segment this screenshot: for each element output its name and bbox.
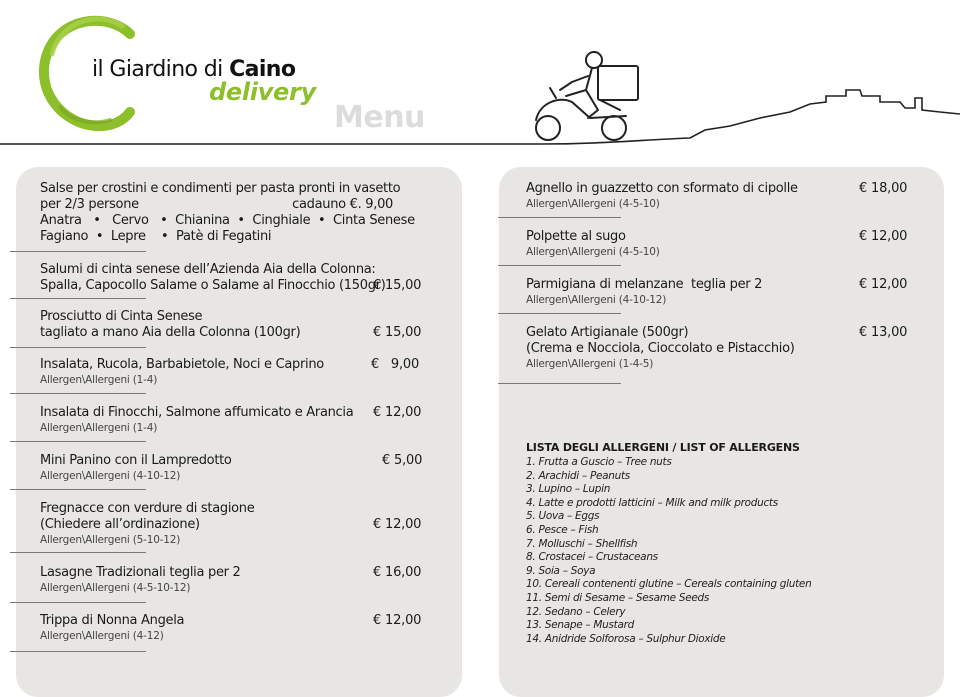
item-line: Anatra • Cervo • Chianina • Cinghiale • Cinta Senese [40, 213, 415, 228]
item-line: tagliato a mano Aia della Colonna (100gr) [40, 325, 301, 340]
allergen-item: 13. Senape – Mustard [526, 619, 635, 632]
divider [498, 313, 621, 314]
menu-item [526, 325, 795, 372]
item-allergens: Allergen\Allergeni (5-10-12) [40, 534, 181, 546]
menu-item [526, 229, 660, 260]
menu-item [40, 262, 385, 294]
item-allergens: Allergen\Allergeni (4-10-12) [526, 294, 667, 306]
menu-item [40, 181, 415, 245]
menu-item [40, 453, 232, 484]
menu-item [40, 565, 241, 596]
allergen-item: 7. Molluschi – Shellfish [526, 537, 638, 550]
item-price: € 13,00 [859, 325, 908, 340]
item-line: per 2/3 persone cadauno €. 9,00 [40, 197, 394, 212]
allergen-item: 9. Soia – Soya [526, 564, 596, 577]
item-line: Trippa di Nonna Angela [40, 613, 185, 628]
divider [10, 489, 146, 490]
item-allergens: Allergen\Allergeni (4-5-10-12) [40, 582, 191, 594]
menu-item [40, 309, 300, 341]
item-line: Parmigiana di melanzane teglia per 2 [526, 277, 763, 292]
item-line: Mini Panino con il Lampredotto [40, 453, 232, 468]
item-price: € 9,00 [371, 357, 420, 372]
item-line: Insalata, Rucola, Barbabietole, Noci e Caprino [40, 357, 324, 372]
allergen-list-title: LISTA DEGLI ALLERGENI / LIST OF ALLERGENS [526, 441, 800, 454]
divider [10, 602, 146, 603]
divider [498, 383, 621, 384]
brand-delivery: delivery [209, 78, 316, 106]
item-price: € 12,00 [859, 229, 908, 244]
item-price: € 12,00 [859, 277, 908, 292]
divider [10, 393, 146, 394]
allergen-item: 10. Cereali contenenti glutine – Cereals containing gluten [526, 578, 812, 591]
header [0, 0, 960, 150]
item-price: € 15,00 [373, 325, 422, 340]
allergen-item: 8. Crostacei – Crustaceans [526, 551, 658, 564]
item-line: Agnello in guazzetto con sformato di cipolle [526, 181, 798, 196]
item-line: Insalata di Finocchi, Salmone affumicato e Arancia [40, 405, 354, 420]
delivery-rider-skyline-icon [0, 40, 960, 150]
item-price: € 5,00 [382, 453, 423, 468]
divider [498, 217, 621, 218]
allergen-item: 3. Lupino – Lupin [526, 483, 611, 496]
menu-item [526, 277, 762, 308]
item-allergens: Allergen\Allergeni (1-4) [40, 374, 158, 386]
menu-item [40, 613, 184, 644]
allergen-item: 12. Sedano – Celery [526, 605, 626, 618]
allergen-item: 2. Arachidi – Peanuts [526, 469, 630, 482]
item-line: (Chiedere all’ordinazione) [40, 517, 200, 532]
item-allergens: Allergen\Allergeni (4-12) [40, 630, 164, 642]
divider [10, 552, 146, 553]
item-price: € 12,00 [373, 613, 422, 628]
page-title: Menu [334, 100, 425, 135]
item-line: Polpette al sugo [526, 229, 626, 244]
item-line: Gelato Artigianale (500gr) [526, 325, 689, 340]
allergen-item: 14. Anidride Solforosa – Sulphur Dioxide [526, 632, 726, 645]
item-allergens: Allergen\Allergeni (1-4-5) [526, 358, 654, 370]
item-line: Spalla, Capocollo Salame o Salame al Finocchio (150gr) [40, 278, 386, 293]
divider [10, 298, 146, 299]
item-line: Salumi di cinta senese dell’Azienda Aia della Colonna: [40, 262, 376, 277]
menu-item [40, 405, 353, 436]
allergen-item: 5. Uova – Eggs [526, 510, 600, 523]
menu-item [40, 501, 254, 548]
allergen-item: 1. Frutta a Guscio – Tree nuts [526, 456, 672, 468]
item-allergens: Allergen\Allergeni (1-4) [40, 422, 158, 434]
brand-prefix: il Giardino di [92, 57, 223, 82]
item-line: Fregnacce con verdure di stagione [40, 501, 255, 516]
item-allergens: Allergen\Allergeni (4-5-10) [526, 246, 660, 258]
brand-bold: Caino [229, 57, 296, 82]
item-line: (Crema e Nocciola, Cioccolato e Pistacchio) [526, 341, 795, 356]
item-price: € 18,00 [859, 181, 908, 196]
allergen-item: 4. Latte e prodotti latticini – Milk and milk products [526, 496, 778, 509]
item-price: € 15,00 [373, 278, 422, 293]
allergen-list [526, 441, 926, 646]
item-line: Salse per crostini e condimenti per pasta pronti in vasetto [40, 181, 401, 196]
item-price: € 16,00 [373, 565, 422, 580]
item-line: Lasagne Tradizionali teglia per 2 [40, 565, 241, 580]
menu-item [40, 357, 324, 388]
divider [10, 347, 146, 348]
item-line: Fagiano • Lepre • Patè di Fegatini [40, 229, 272, 244]
item-allergens: Allergen\Allergeni (4-5-10) [526, 198, 660, 210]
allergen-item: 11. Semi di Sesame – Sesame Seeds [526, 591, 710, 604]
divider [10, 441, 146, 442]
divider [10, 251, 146, 252]
item-line: Prosciutto di Cinta Senese [40, 309, 203, 324]
item-allergens: Allergen\Allergeni (4-10-12) [40, 470, 181, 482]
divider [10, 651, 146, 652]
item-price: € 12,00 [373, 517, 422, 532]
allergen-item: 6. Pesce – Fish [526, 523, 599, 536]
item-price: € 12,00 [373, 405, 422, 420]
menu-item [526, 181, 798, 212]
divider [498, 265, 621, 266]
